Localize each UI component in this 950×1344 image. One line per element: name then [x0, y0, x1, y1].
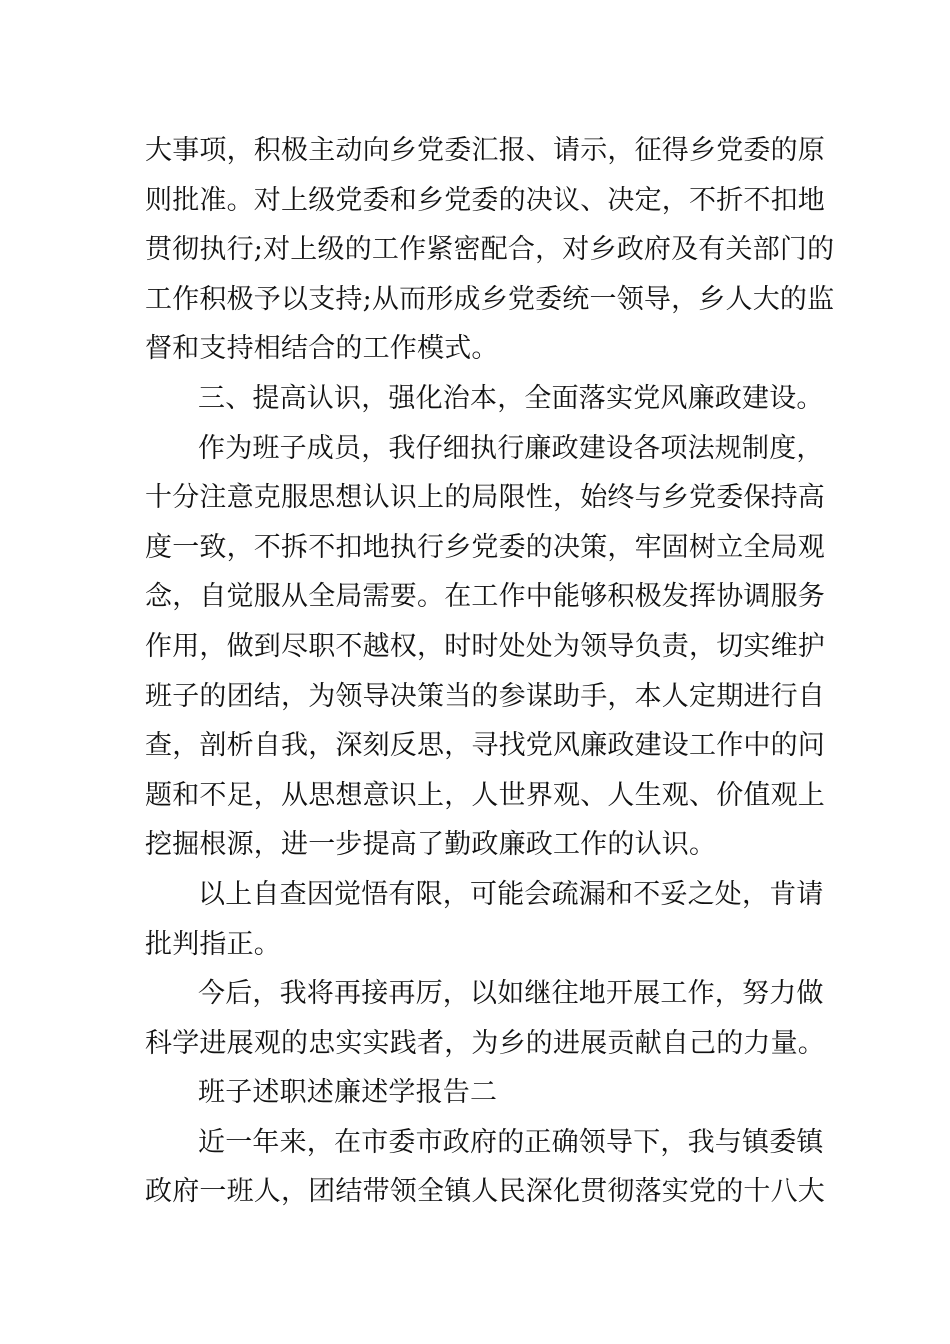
text-line: 度一致，不拆不扣地执行乡党委的决策，牢固树立全局观: [145, 531, 825, 563]
text-line: 查，剖析自我，深刻反思，寻找党风廉政建设工作中的问: [145, 730, 825, 762]
text-line: 则批准。对上级党委和乡党委的决议、决定，不折不扣地: [145, 184, 825, 216]
text-line: 题和不足，从思想意识上，人世界观、人生观、价值观上: [145, 779, 825, 811]
report-title: 班子述职述廉述学报告二: [198, 1077, 498, 1109]
text-line: 以上自查因觉悟有限，可能会疏漏和不妥之处，肯请: [198, 878, 824, 910]
text-line: 政府一班人，团结带领全镇人民深化贯彻落实党的十八大: [145, 1176, 825, 1208]
text-line: 科学进展观的忠实实践者，为乡的进展贡献自己的力量。: [145, 1027, 825, 1059]
text-line: 贯彻执行;对上级的工作紧密配合，对乡政府及有关部门的: [145, 234, 835, 266]
text-line: 批判指正。: [145, 928, 281, 960]
text-line: 大事项，积极主动向乡党委汇报、请示，征得乡党委的原: [145, 135, 825, 166]
text-line: 作用，做到尽职不越权，时时处处为领导负责，切实维护: [145, 630, 825, 662]
text-line: 挖掘根源，进一步提高了勤政廉政工作的认识。: [145, 829, 717, 861]
text-line: 督和支持相结合的工作模式。: [145, 333, 499, 365]
document-body: [145, 126, 835, 1217]
text-line: 十分注意克服思想认识上的局限性，始终与乡党委保持高: [145, 482, 825, 514]
text-line: 作为班子成员，我仔细执行廉政建设各项法规制度，: [198, 432, 824, 464]
text-line: 念，自觉服从全局需要。在工作中能够积极发挥协调服务: [145, 581, 825, 613]
text-line: 工作积极予以支持;从而形成乡党委统一领导，乡人大的监: [145, 283, 835, 315]
section-heading: 三、提高认识，强化治本，全面落实党风廉政建设。: [198, 382, 824, 414]
text-line: 班子的团结，为领导决策当的参谋助手，本人定期进行自: [145, 680, 825, 712]
text-line: 近一年来，在市委市政府的正确领导下，我与镇委镇: [198, 1126, 824, 1158]
text-line: 今后，我将再接再厉，以如继往地开展工作，努力做: [198, 978, 824, 1010]
